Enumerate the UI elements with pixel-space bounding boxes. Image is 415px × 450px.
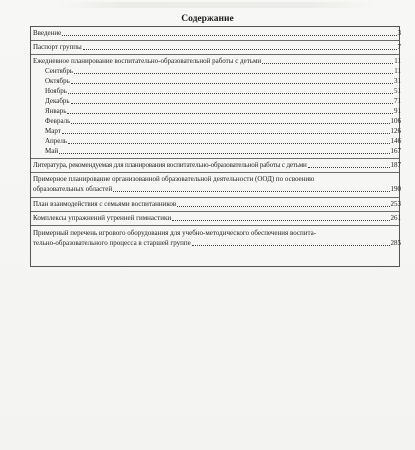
leader-dots <box>67 113 393 114</box>
leader-dots <box>68 93 393 94</box>
row-divider <box>31 211 399 212</box>
row-divider <box>31 54 399 55</box>
toc-entry-page: 253 <box>390 200 401 208</box>
toc-entry-page: 187 <box>390 161 401 169</box>
month-page: 71 <box>394 97 401 105</box>
toc-subentry-month <box>33 96 401 106</box>
toc-entry-text-line2: образовательных областей <box>33 185 113 193</box>
toc-entry-text: Комплексы упражнений утренней гимнастики <box>33 214 172 222</box>
toc-entry-page: 7 <box>397 43 401 51</box>
leader-dots <box>308 167 390 168</box>
leader-dots <box>177 206 389 207</box>
toc-entry-daily-planning <box>31 56 403 156</box>
toc-title: Содержание <box>181 14 234 24</box>
month-page: 11 <box>394 67 401 75</box>
toc-entry-text-line2: тельно-образовательного процесса в старшей группе <box>33 239 191 247</box>
toc-entry-text-line1: Примерный перечень игрового оборудования для учебно-методического обеспечения воспита- <box>33 229 317 237</box>
month-page: 167 <box>390 147 401 155</box>
month-page: 51 <box>394 87 401 95</box>
month-label: Октябрь <box>45 77 70 85</box>
toc-entry-family-plan <box>31 199 403 209</box>
toc-entry-morning-exercises <box>31 213 403 223</box>
toc-entry-group-passport <box>31 42 403 52</box>
month-label: Декабрь <box>45 97 70 105</box>
leader-dots <box>172 220 389 221</box>
leader-dots <box>192 245 390 246</box>
toc-entry-text-line1: Примерное планирование организованной образовательной деятельности (ООД) по освоению <box>33 175 315 183</box>
toc-entry-page: 11 <box>394 57 401 65</box>
row-divider <box>31 172 399 173</box>
toc-subentry-month <box>33 66 401 76</box>
row-divider <box>31 40 399 41</box>
leader-dots <box>59 153 389 154</box>
toc-entry-text: Литература, рекомендуемая для планирования воспитательно-образовательной работы с детьми <box>33 161 307 169</box>
month-label: Сентябрь <box>45 67 74 75</box>
toc-entry-text: Паспорт группы <box>33 43 82 51</box>
leader-dots <box>62 133 390 134</box>
leader-dots <box>71 123 389 124</box>
toc-subentry-month <box>33 86 401 96</box>
leader-dots <box>83 49 397 50</box>
toc-entry-page: 261 <box>390 214 401 222</box>
month-label: Апрель <box>45 137 68 145</box>
toc-entry-introduction <box>31 28 403 38</box>
leader-dots <box>68 143 389 144</box>
month-label: Март <box>45 127 61 135</box>
toc-subentry-month <box>33 76 401 86</box>
toc-entry-page: 285 <box>390 239 401 247</box>
toc-subentry-month <box>33 136 401 146</box>
toc-entry-page: 3 <box>397 29 401 37</box>
toc-entry-text: Ежедневное планирование воспитательно-образовательной работы с детьми <box>33 57 262 65</box>
leader-dots <box>74 73 393 74</box>
toc-entry-text: Введение <box>33 29 62 37</box>
row-divider <box>31 158 399 159</box>
month-label: Ноябрь <box>45 87 67 95</box>
leader-dots <box>71 103 393 104</box>
toc-subentry-month <box>33 146 401 156</box>
toc-subentry-month <box>33 116 401 126</box>
toc-entry-literature <box>31 160 403 170</box>
leader-dots <box>113 191 389 192</box>
toc-entry-page: 190 <box>390 185 401 193</box>
month-label: Январь <box>45 107 67 115</box>
leader-dots <box>71 83 393 84</box>
month-page: 106 <box>390 117 401 125</box>
row-divider <box>31 197 399 198</box>
faded-header-text <box>60 2 375 8</box>
month-page: 126 <box>390 127 401 135</box>
row-divider <box>31 225 399 226</box>
leader-dots <box>262 63 393 64</box>
month-page: 91 <box>394 107 401 115</box>
month-page: 146 <box>390 137 401 145</box>
month-label: Февраль <box>45 117 71 125</box>
toc-table <box>30 26 400 267</box>
month-page: 31 <box>394 77 401 85</box>
toc-subentry-month <box>33 106 401 116</box>
toc-entry-ood-planning <box>31 174 403 194</box>
leader-dots <box>62 35 396 36</box>
toc-entry-equipment-list <box>31 228 403 248</box>
toc-entry-text: План взаимодействия с семьями воспитанников <box>33 200 177 208</box>
month-label: Май <box>45 147 59 155</box>
toc-subentry-month <box>33 126 401 136</box>
